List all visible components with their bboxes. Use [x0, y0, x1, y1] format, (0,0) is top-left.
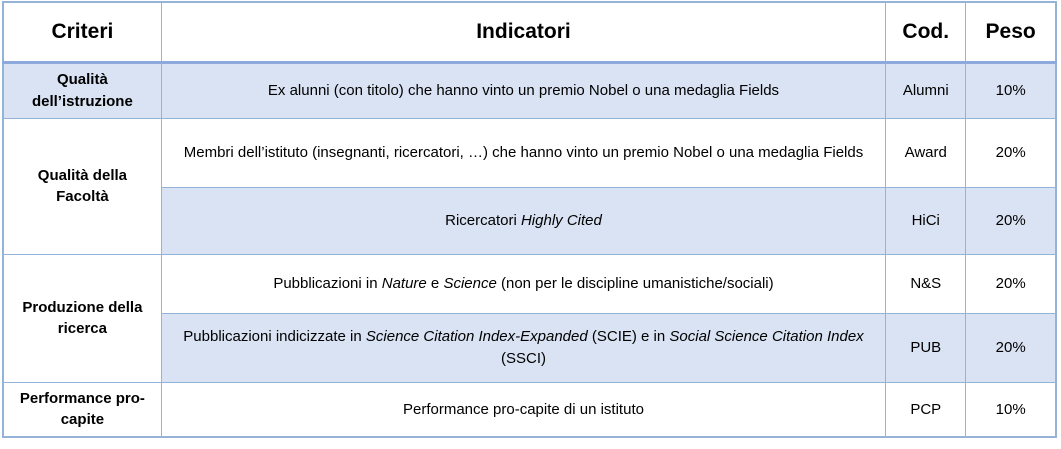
code-alumni: Alumni [886, 62, 966, 118]
indicator-pub: Pubblicazioni indicizzate in Science Citation Index-Expanded (SCIE) e in Social Science Citation Index (SSCI) [161, 313, 885, 382]
indicator-alumni: Ex alunni (con titolo) che hanno vinto un premio Nobel o una medaglia Fields [161, 62, 885, 118]
code-ns: N&S [886, 254, 966, 313]
indicator-hici: Ricercatori Highly Cited [161, 187, 885, 254]
indicator-award: Membri dell’istituto (insegnanti, ricercatori, …) che hanno vinto un premio Nobel o una medaglia Fields [161, 118, 885, 187]
header-peso: Peso [966, 2, 1056, 62]
weight-award: 20% [966, 118, 1056, 187]
weight-pcp: 10% [966, 382, 1056, 437]
weight-alumni: 10% [966, 62, 1056, 118]
code-pub: PUB [886, 313, 966, 382]
criterion-qualita-facolta: Qualità della Facoltà [3, 118, 161, 254]
criterion-qualita-istruzione: Qualità dell’istruzione [3, 62, 161, 118]
indicator-ns: Pubblicazioni in Nature e Science (non per le discipline umanistiche/sociali) [161, 254, 885, 313]
code-pcp: PCP [886, 382, 966, 437]
criterion-produzione-ricerca: Produzione della ricerca [3, 254, 161, 382]
code-hici: HiCi [886, 187, 966, 254]
table-row [3, 382, 1056, 437]
code-award: Award [886, 118, 966, 187]
weight-pub: 20% [966, 313, 1056, 382]
header-cod: Cod. [886, 2, 966, 62]
indicator-pcp: Performance pro-capite di un istituto [161, 382, 885, 437]
table-row [3, 254, 1056, 313]
weight-hici: 20% [966, 187, 1056, 254]
header-row [3, 2, 1056, 62]
header-indicatori: Indicatori [161, 2, 885, 62]
table-row [3, 187, 1056, 254]
criterion-performance-procapite: Performance pro-capite [3, 382, 161, 437]
table-row [3, 62, 1056, 118]
table-row [3, 118, 1056, 187]
table-row [3, 313, 1056, 382]
ranking-criteria-table [2, 1, 1057, 438]
weight-ns: 20% [966, 254, 1056, 313]
header-criteri: Criteri [3, 2, 161, 62]
